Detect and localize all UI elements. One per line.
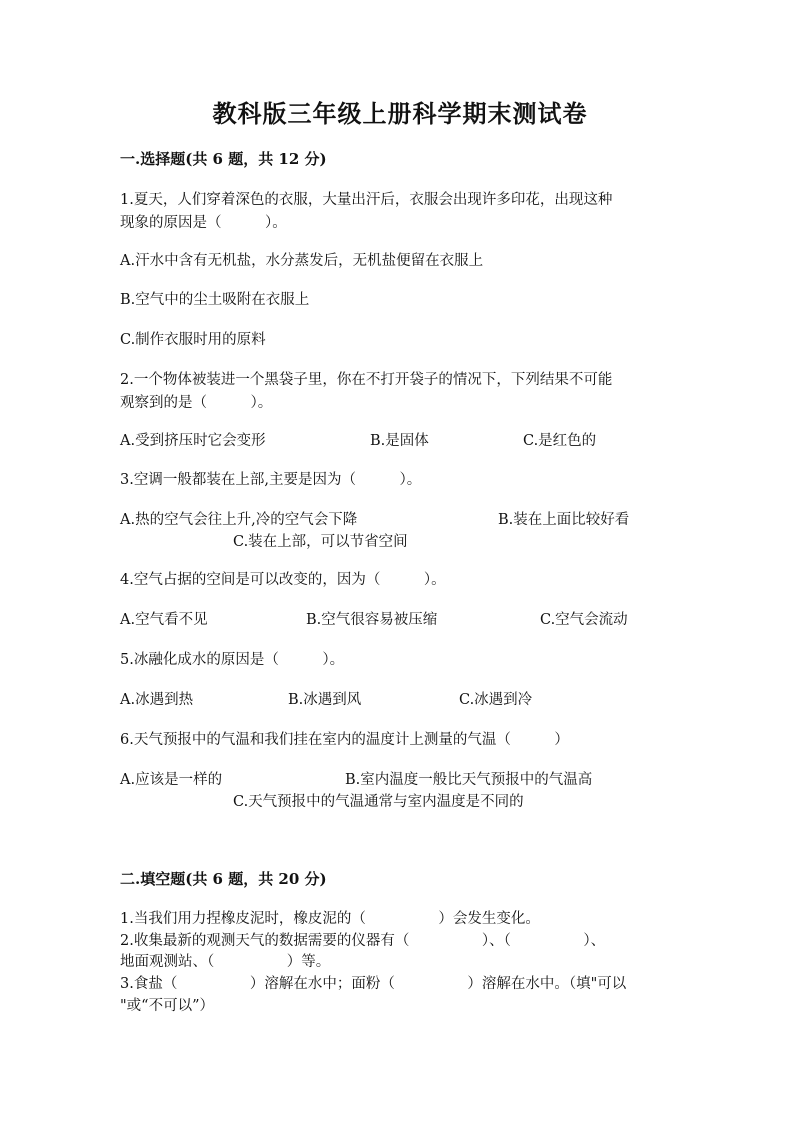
section-heading-fill: 二.填空题(共 6 题，共 20 分) (120, 870, 327, 888)
q4-option-c: C.空气会流动 (540, 612, 628, 628)
q1-line2: 现象的原因是（ ）。 (120, 215, 287, 231)
q3-line1: 3.空调一般都装在上部,主要是因为（ ）。 (120, 472, 422, 488)
q5-option-b: B.冰遇到风 (288, 692, 362, 708)
q5-option-c: C.冰遇到冷 (459, 692, 533, 708)
q1-option-c: C.制作衣服时用的原料 (120, 332, 266, 348)
section-heading-choice: 一.选择题(共 6 题，共 12 分) (120, 150, 327, 168)
q1-option-a: A.汗水中含有无机盐，水分蒸发后，无机盐便留在衣服上 (120, 253, 484, 269)
fill-q3-line2: "或“不可以”） (120, 998, 214, 1014)
fill-q2-line1: 2.收集最新的观测天气的数据需要的仪器有（ ）、（ ）、 (120, 933, 606, 949)
q6-line1: 6.天气预报中的气温和我们挂在室内的温度计上测量的气温（ ） (120, 732, 569, 748)
q2-line2: 观察到的是（ ）。 (120, 395, 273, 411)
fill-q3-line1: 3.食盐（ ）溶解在水中；面粉（ ）溶解在水中。（填"可以 (120, 976, 627, 992)
q2-option-c: C.是红色的 (523, 433, 597, 449)
q1-line1: 1.夏天，人们穿着深色的衣服，大量出汗后，衣服会出现许多印花，出现这种 (120, 192, 613, 208)
q5-line1: 5.冰融化成水的原因是（ ）。 (120, 652, 345, 668)
fill-q1: 1.当我们用力捏橡皮泥时，橡皮泥的（ ）会发生变化。 (120, 911, 540, 927)
q6-option-a: A.应该是一样的 (120, 772, 223, 788)
exam-title: 教科版三年级上册科学期末测试卷 (212, 99, 588, 128)
q2-option-a: A.受到挤压时它会变形 (120, 433, 266, 449)
q4-option-b: B.空气很容易被压缩 (306, 612, 438, 628)
q2-option-b: B.是固体 (370, 433, 429, 449)
q3-option-c: C.装在上部，可以节省空间 (233, 534, 408, 550)
q4-line1: 4.空气占据的空间是可以改变的，因为（ ）。 (120, 572, 446, 588)
q4-option-a: A.空气看不见 (120, 612, 208, 628)
fill-q2-line2: 地面观测站、（ ）等。 (120, 954, 331, 970)
q3-option-b: B.装在上面比较好看 (498, 512, 630, 528)
q2-line1: 2.一个物体被装进一个黑袋子里，你在不打开袋子的情况下，下列结果不可能 (120, 372, 613, 388)
q6-option-b: B.室内温度一般比天气预报中的气温高 (345, 772, 593, 788)
q1-option-b: B.空气中的尘土吸附在衣服上 (120, 292, 310, 308)
q5-option-a: A.冰遇到热 (120, 692, 194, 708)
q3-option-a: A.热的空气会往上升,冷的空气会下降 (120, 512, 358, 528)
q6-option-c: C.天气预报中的气温通常与室内温度是不同的 (233, 794, 524, 810)
